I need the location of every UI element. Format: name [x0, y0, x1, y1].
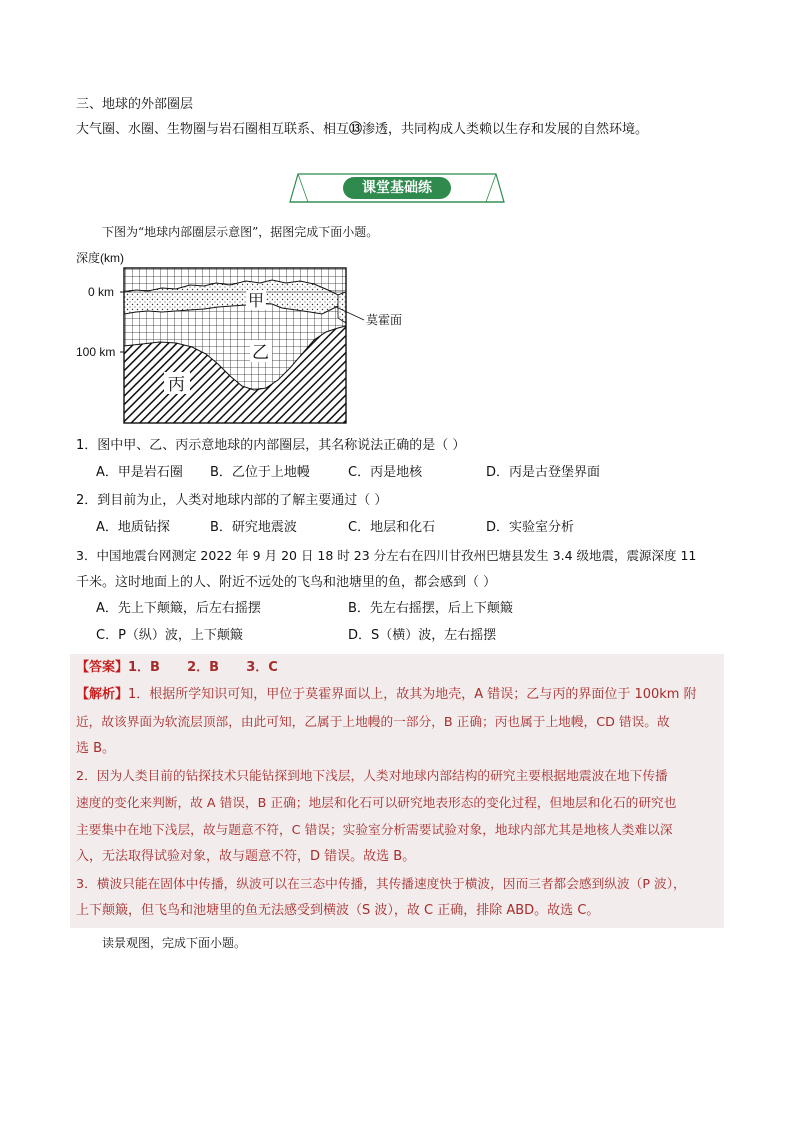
analysis-line-4: 2．因为人类目前的钻探技术只能钻探到地下浅层，人类对地球内部结构的研究主要根据地震波在地下传播 [76, 768, 668, 783]
label-jia: 甲 [248, 291, 265, 310]
banner-label: 课堂基础练 [343, 177, 451, 199]
analysis-line-2: 近，故该界面为软流层顶部，由此可知，乙属于上地幔的一部分，B 正确；丙也属于上地幔，CD 错误。故 [76, 714, 670, 729]
analysis-line-3: 选 B。 [76, 741, 116, 756]
analysis-line-6: 主要集中在地下浅层，故与题意不符，C 错误；实验室分析需要试验对象，地球内部尤其是地核人类难以深 [76, 822, 673, 837]
analysis-line-5: 速度的变化来判断，故 A 错误，B 正确；地层和化石可以研究地表形态的变化过程，但地层和化石的研究也 [76, 795, 677, 810]
analysis-line-9: 上下颠簸，但飞鸟和池塘里的鱼无法感受到横波（S 波），故 C 正确，排除 ABD。故选 C。 [76, 903, 600, 918]
intro-text: 下图为“地球内部圈层示意图”，据图完成下面小题。 [102, 225, 379, 239]
tick-100km: 100 km [76, 345, 116, 359]
section-title: 三、地球的外部圈层 [76, 97, 194, 112]
q1-option-c: C．丙是地核 [348, 465, 423, 480]
earth-layers-diagram [76, 248, 416, 428]
tick-0km: 0 km [88, 285, 115, 299]
q1-option-d: D．丙是古登堡界面 [486, 465, 601, 480]
question-2-stem: 2．到目前为止，人类对地球内部的了解主要通过（ ） [76, 493, 388, 508]
q2-option-b: B．研究地震波 [210, 520, 297, 535]
paragraph-text-after: 渗透，共同构成人类赖以生存和发展的自然环境。 [362, 122, 649, 137]
answer-tag: 【答案】 [76, 660, 129, 675]
q3-option-b: B．先左右摇摆，后上下颠簸 [348, 601, 513, 616]
q3-option-c: C．P（纵）波，上下颠簸 [96, 628, 243, 643]
earth-layers-figure [76, 248, 416, 428]
answer-text: 1．B 2．B 3．C [128, 660, 278, 675]
analysis-line-8: 3．横波只能在固体中传播，纵波可以在三态中传播，其传播速度快于横波，因而三者都会感到纵波（P 波）， [76, 876, 686, 891]
analysis-line-1 [76, 681, 697, 708]
q2-option-a: A．地质钻探 [96, 520, 170, 535]
question-3-stem-line2: 千米。这时地面上的人、附近不远处的飞鸟和池塘里的鱼，都会感到（ ） [76, 575, 497, 590]
label-bing: 丙 [168, 375, 185, 395]
analysis-tag: 【解析】 [76, 687, 129, 702]
paragraph-text-before: 大气圈、水圈、生物圈与岩石圈相互联系、相互 [76, 122, 350, 137]
axis-title: 深度(km) [76, 251, 124, 265]
q3-option-d: D．S（横）波，左右摇摆 [348, 628, 497, 643]
q2-option-d: D．实验室分析 [486, 520, 575, 535]
analysis-line-7: 入，无法取得试验对象，故与题意不符，D 错误。故选 B。 [76, 849, 416, 864]
next-intro-text: 读景观图，完成下面小题。 [102, 936, 247, 950]
analysis-text-1: 1．根据所学知识可知，甲位于莫霍界面以上，故其为地壳，A 错误；乙与丙的界面位于 100km 附 [128, 687, 697, 702]
paragraph [76, 120, 648, 140]
question-1-stem: 1．图中甲、乙、丙示意地球的内部圈层，其名称说法正确的是（ ） [76, 438, 466, 453]
label-yi: 乙 [252, 343, 269, 363]
q2-option-c: C．地层和化石 [348, 520, 436, 535]
question-3-stem-line1: 3．中国地震台网测定 2022 年 9 月 20 日 18 时 23 分左右在四川甘孜州巴塘县发生 3.4 级地震，震源深度 11 [76, 548, 697, 563]
circled-number: ⑬ [349, 122, 363, 137]
label-moho: 莫霍面 [366, 313, 403, 327]
q3-option-a: A．先上下颠簸，后左右摇摆 [96, 601, 261, 616]
q1-option-a: A．甲是岩石圈 [96, 465, 183, 480]
q1-option-b: B．乙位于上地幔 [210, 465, 310, 480]
section-banner [288, 170, 506, 206]
answer-line [76, 654, 278, 681]
